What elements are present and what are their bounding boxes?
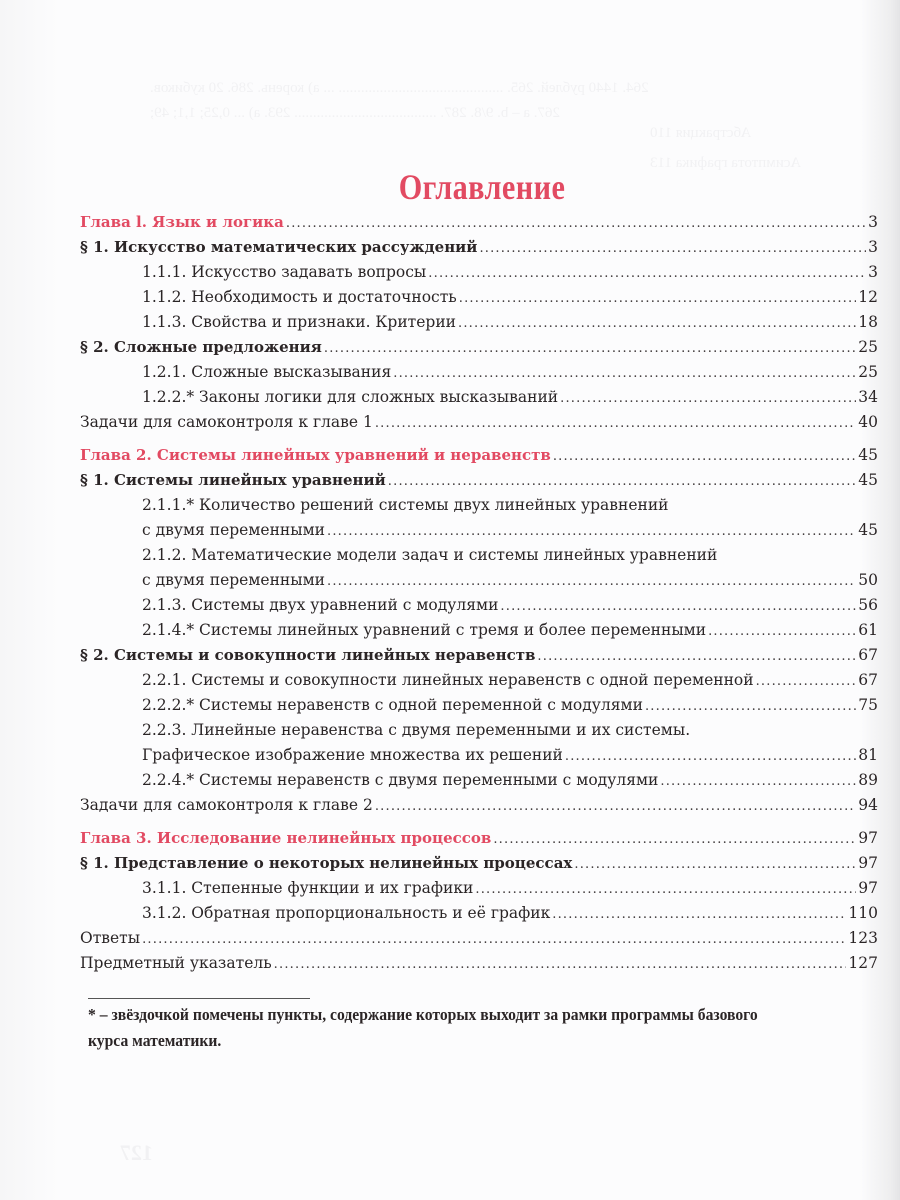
toc-entry-label: § 2. Системы и совокупности линейных неравенств bbox=[80, 646, 536, 664]
toc-page-number: 40 bbox=[858, 413, 878, 431]
toc-page-number: 97 bbox=[858, 879, 878, 897]
toc-entry-label: с двумя переменными bbox=[142, 571, 325, 589]
toc-entry-sub bbox=[80, 310, 878, 335]
dot-leader bbox=[327, 518, 856, 544]
toc-entry-plain bbox=[80, 793, 878, 818]
page-title: Оглавление bbox=[398, 167, 566, 208]
dot-leader bbox=[500, 593, 856, 619]
toc-entry-sub bbox=[80, 360, 878, 385]
toc-page-number: 89 bbox=[858, 771, 878, 789]
toc-entry-section bbox=[80, 235, 878, 260]
toc-entry-label: Предметный указатель bbox=[80, 954, 272, 972]
toc-entry-label: 2.1.4.* Системы линейных уравнений с тремя и более переменными bbox=[142, 621, 707, 639]
show-through-page-number: 127 bbox=[120, 1140, 153, 1165]
dot-leader bbox=[493, 826, 856, 852]
toc-page-number: 50 bbox=[858, 571, 878, 589]
toc-entry-label: 2.2.3. Линейные неравенства с двумя переменными и их системы. bbox=[142, 721, 691, 739]
toc-entry-cont bbox=[80, 518, 878, 543]
toc-page-number: 127 bbox=[848, 954, 878, 972]
dot-leader bbox=[560, 385, 856, 411]
toc-page-number: 56 bbox=[858, 596, 878, 614]
dot-leader bbox=[388, 468, 856, 494]
toc-entry-label: 2.1.1.* Количество решений системы двух линейных уравнений bbox=[142, 496, 669, 514]
toc-entry-sub bbox=[80, 901, 878, 926]
toc-entry-label: 3.1.2. Обратная пропорциональность и её график bbox=[142, 904, 551, 922]
toc-page-number: 12 bbox=[858, 288, 878, 306]
toc-entry-cont bbox=[80, 568, 878, 593]
toc-page-number: 45 bbox=[858, 446, 878, 464]
toc-page-number: 25 bbox=[858, 338, 878, 356]
dot-leader bbox=[393, 360, 856, 386]
toc-page-number: 123 bbox=[848, 929, 878, 947]
dot-leader bbox=[428, 260, 866, 286]
dot-leader bbox=[375, 410, 856, 436]
toc-entry-label: 2.2.4.* Системы неравенств с двумя переменными с модулями bbox=[142, 771, 659, 789]
toc-page-number: 25 bbox=[858, 363, 878, 381]
toc-entry-label: Задачи для самоконтроля к главе 2 bbox=[80, 796, 373, 814]
dot-leader bbox=[475, 876, 856, 902]
toc-page-number: 18 bbox=[858, 313, 878, 331]
toc-entry-sub bbox=[80, 693, 878, 718]
dot-leader bbox=[565, 743, 856, 769]
toc-page-number: 3 bbox=[868, 238, 878, 256]
footnote: * – звёздочкой помечены пункты, содержание которых выходит за рамки программы базового курса математики. bbox=[88, 1005, 758, 1050]
show-through-text: 264. 1440 рублей. 265. ............................................ ... а) корень. 286. 20 кубиков. bbox=[150, 80, 649, 96]
toc-entry-label: Задачи для самоконтроля к главе 1 bbox=[80, 413, 373, 431]
toc-entry-sub bbox=[80, 285, 878, 310]
toc-page-number: 75 bbox=[858, 696, 878, 714]
dot-leader bbox=[274, 951, 847, 977]
toc-page-number: 61 bbox=[858, 621, 878, 639]
toc-entry-sub bbox=[80, 593, 878, 618]
toc-entry-label: § 1. Искусство математических рассуждений bbox=[80, 238, 478, 256]
toc-entry-sub bbox=[80, 260, 878, 285]
toc-page-number: 97 bbox=[858, 829, 878, 847]
toc-entry-label: 1.1.2. Необходимость и достаточность bbox=[142, 288, 457, 306]
toc-entry-label: 3.1.1. Степенные функции и их графики bbox=[142, 879, 474, 897]
toc-entry-sub bbox=[80, 768, 878, 793]
toc-entry-label: Глава l. Язык и логика bbox=[80, 213, 284, 231]
toc-page-number: 3 bbox=[868, 213, 878, 231]
toc-entry-label: с двумя переменными bbox=[142, 521, 325, 539]
toc-entry-label: Ответы bbox=[80, 929, 141, 947]
dot-leader bbox=[553, 443, 856, 469]
toc-entry-label: 2.1.2. Математические модели задач и системы линейных уравнений bbox=[142, 546, 718, 564]
toc-entry-section bbox=[80, 468, 878, 493]
toc-entry-chapter bbox=[80, 826, 878, 851]
dot-leader bbox=[458, 310, 856, 336]
toc-entry-sub bbox=[80, 618, 878, 643]
toc-entry-plain bbox=[80, 951, 878, 976]
dot-leader bbox=[142, 926, 846, 952]
toc-entry-label: 2.1.3. Системы двух уравнений с модулями bbox=[142, 596, 499, 614]
show-through-text: Абстракция 110 bbox=[650, 125, 752, 141]
toc-page-number: 67 bbox=[858, 671, 878, 689]
toc-entry-label: 2.2.1. Системы и совокупности линейных неравенств с одной переменной bbox=[142, 671, 754, 689]
dot-leader bbox=[756, 668, 857, 694]
toc-entry-section bbox=[80, 335, 878, 360]
dot-leader bbox=[375, 793, 856, 819]
dot-leader bbox=[645, 693, 856, 719]
toc-entry-label: Графическое изображение множества их решений bbox=[142, 746, 563, 764]
dot-leader bbox=[479, 235, 866, 261]
toc-page-number: 94 bbox=[858, 796, 878, 814]
toc-entry-label: 1.1.1. Искусство задавать вопросы bbox=[142, 263, 427, 281]
toc-entry-sub bbox=[80, 876, 878, 901]
toc-page-number: 34 bbox=[858, 388, 878, 406]
toc-entry-label: § 1. Системы линейных уравнений bbox=[80, 471, 386, 489]
dot-leader bbox=[537, 643, 856, 669]
toc-entry-sub bbox=[80, 385, 878, 410]
toc-page-number: 45 bbox=[858, 471, 878, 489]
toc-entry-sub-nopage bbox=[80, 493, 878, 518]
toc-entry-sub-nopage bbox=[80, 543, 878, 568]
toc-entry-sub bbox=[80, 668, 878, 693]
toc-entry-cont bbox=[80, 743, 878, 768]
show-through-text: Асимптота графика 113 bbox=[650, 155, 801, 171]
dot-leader bbox=[324, 335, 856, 361]
toc-page-number: 97 bbox=[858, 854, 878, 872]
toc-entry-label: § 1. Представление о некоторых нелинейных процессах bbox=[80, 854, 573, 872]
toc-entry-label: 1.2.1. Сложные высказывания bbox=[142, 363, 392, 381]
dot-leader bbox=[286, 210, 866, 236]
toc-page-number: 81 bbox=[858, 746, 878, 764]
toc-page-number: 3 bbox=[868, 263, 878, 281]
dot-leader bbox=[660, 768, 856, 794]
toc-entry-sub-nopage bbox=[80, 718, 878, 743]
toc-entry-section bbox=[80, 643, 878, 668]
toc-entry-chapter bbox=[80, 210, 878, 235]
dot-leader bbox=[459, 285, 857, 311]
toc-entry-label: § 2. Сложные предложения bbox=[80, 338, 322, 356]
toc-entry-label: 1.2.2.* Законы логики для сложных высказываний bbox=[142, 388, 559, 406]
toc-entry-label: 2.2.2.* Системы неравенств с одной переменной с модулями bbox=[142, 696, 643, 714]
toc-page-number: 110 bbox=[848, 904, 878, 922]
toc-entry-section bbox=[80, 851, 878, 876]
toc-entry-label: Глава 3. Исследование нелинейных процессов bbox=[80, 829, 492, 847]
toc-page-number: 45 bbox=[858, 521, 878, 539]
dot-leader bbox=[327, 568, 856, 594]
show-through-text: 267. a – b. 9/8. 287. ...................................... 293. а) ... 0,25; 1,1; 49; bbox=[150, 105, 560, 121]
toc-entry-plain bbox=[80, 926, 878, 951]
dot-leader bbox=[574, 851, 856, 877]
toc-entry-chapter bbox=[80, 443, 878, 468]
dot-leader bbox=[552, 901, 846, 927]
toc-entry-plain bbox=[80, 410, 878, 435]
toc-entry-label: Глава 2. Системы линейных уравнений и неравенств bbox=[80, 446, 551, 464]
toc-entry-label: 1.1.3. Свойства и признаки. Критерии bbox=[142, 313, 457, 331]
dot-leader bbox=[708, 618, 856, 644]
footnote-divider bbox=[88, 998, 310, 999]
toc-page-number: 67 bbox=[858, 646, 878, 664]
table-of-contents bbox=[80, 210, 878, 976]
